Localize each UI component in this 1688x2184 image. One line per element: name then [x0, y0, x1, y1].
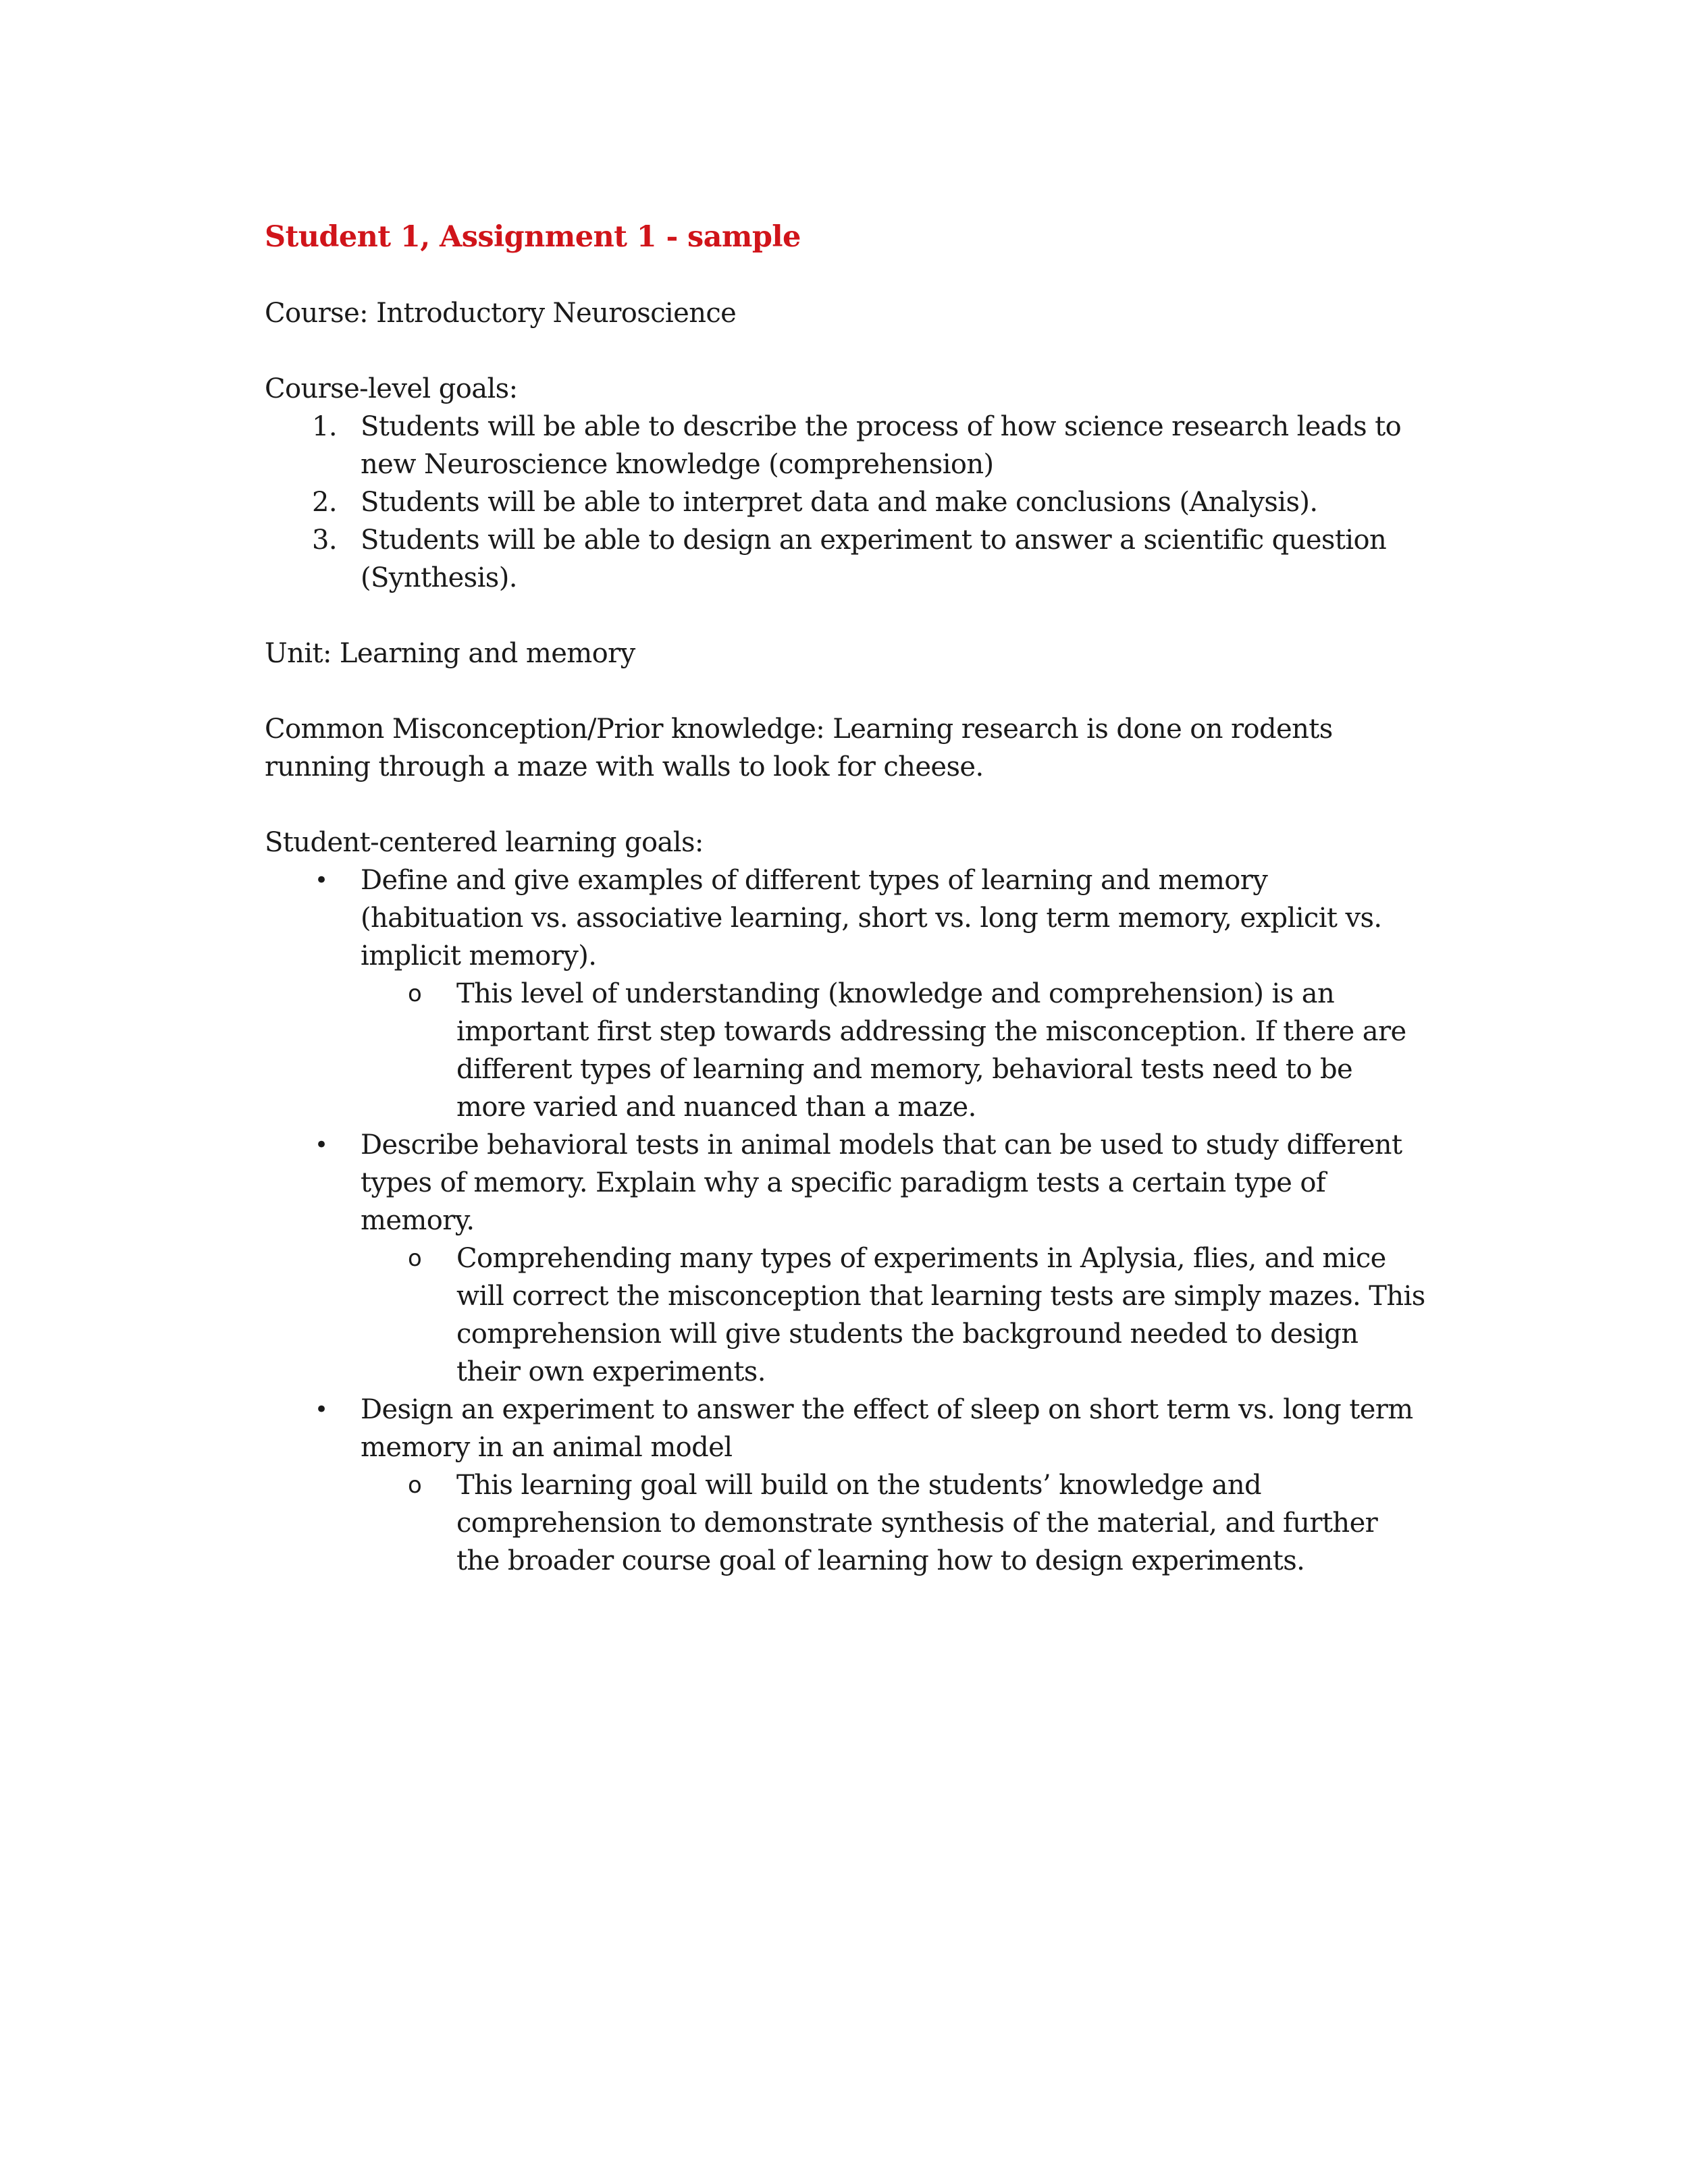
list-number: 2.	[312, 487, 337, 518]
unit-line: Unit: Learning and memory	[265, 638, 635, 669]
spacer	[265, 672, 1426, 710]
student-goal-subtext: This level of understanding (knowledge and comprehension) is an important first step towards addressing the misconception. If there are different types of learning and memory, behavioral tests need to be more varied and nuanced than a maze.	[456, 978, 1406, 1123]
student-goal-text: Describe behavioral tests in animal models that can be used to study different types of memory. Explain why a specific paradigm tests a certain type of memory.	[361, 1129, 1402, 1236]
misconception-paragraph: Common Misconception/Prior knowledge: Learning research is done on rodents running through a maze with walls to look for cheese.	[265, 714, 1333, 782]
student-goal-item	[265, 1126, 1426, 1391]
student-goal-sublist	[361, 1240, 1426, 1391]
student-goal-sublist	[361, 1466, 1426, 1580]
student-goals-heading: Student-centered learning goals:	[265, 827, 704, 858]
student-goal-subitem	[361, 975, 1426, 1126]
student-goal-item	[265, 861, 1426, 1126]
course-goal-item	[265, 408, 1426, 483]
bullet-icon: •	[315, 1396, 328, 1423]
document-page	[265, 215, 1426, 1580]
spacer	[265, 597, 1426, 635]
course-goals-heading: Course-level goals:	[265, 373, 518, 404]
circle-bullet-icon: o	[408, 980, 422, 1007]
student-goal-subtext: Comprehending many types of experiments in Aplysia, flies, and mice will correct the misconception that learning tests are simply mazes. This comprehension will give students the background needed to design their own experiments.	[456, 1243, 1425, 1387]
student-goal-item	[265, 1391, 1426, 1580]
course-goal-item	[265, 521, 1426, 597]
course-goal-text: Students will be able to design an experiment to answer a scientific question (Synthesis).	[361, 525, 1387, 593]
student-goals-list	[265, 861, 1426, 1580]
course-line: Course: Introductory Neuroscience	[265, 298, 737, 329]
student-goal-subtext: This learning goal will build on the students’ knowledge and comprehension to demonstrate synthesis of the material, and further the broader course goal of learning how to design experiments.	[456, 1470, 1378, 1576]
student-goal-text: Define and give examples of different types of learning and memory (habituation vs. associative learning, short vs. long term memory, explicit vs. implicit memory).	[361, 865, 1382, 971]
list-number: 3.	[312, 525, 337, 556]
circle-bullet-icon: o	[408, 1472, 422, 1499]
course-goal-text: Students will be able to interpret data and make conclusions (Analysis).	[361, 487, 1318, 518]
spacer	[265, 332, 1426, 370]
spacer	[265, 786, 1426, 824]
circle-bullet-icon: o	[408, 1245, 422, 1272]
student-goal-subitem	[361, 1240, 1426, 1391]
student-goal-sublist	[361, 975, 1426, 1126]
course-goal-item	[265, 483, 1426, 521]
course-goals-list	[265, 408, 1426, 597]
course-goal-text: Students will be able to describe the process of how science research leads to new Neuroscience knowledge (comprehension)	[361, 411, 1402, 480]
bullet-icon: •	[315, 1131, 328, 1158]
student-goal-subitem	[361, 1466, 1426, 1580]
document-title: Student 1, Assignment 1 - sample	[265, 220, 801, 254]
student-goal-text: Design an experiment to answer the effect of sleep on short term vs. long term memory in an animal model	[361, 1394, 1413, 1463]
bullet-icon: •	[315, 867, 328, 894]
list-number: 1.	[312, 411, 337, 442]
